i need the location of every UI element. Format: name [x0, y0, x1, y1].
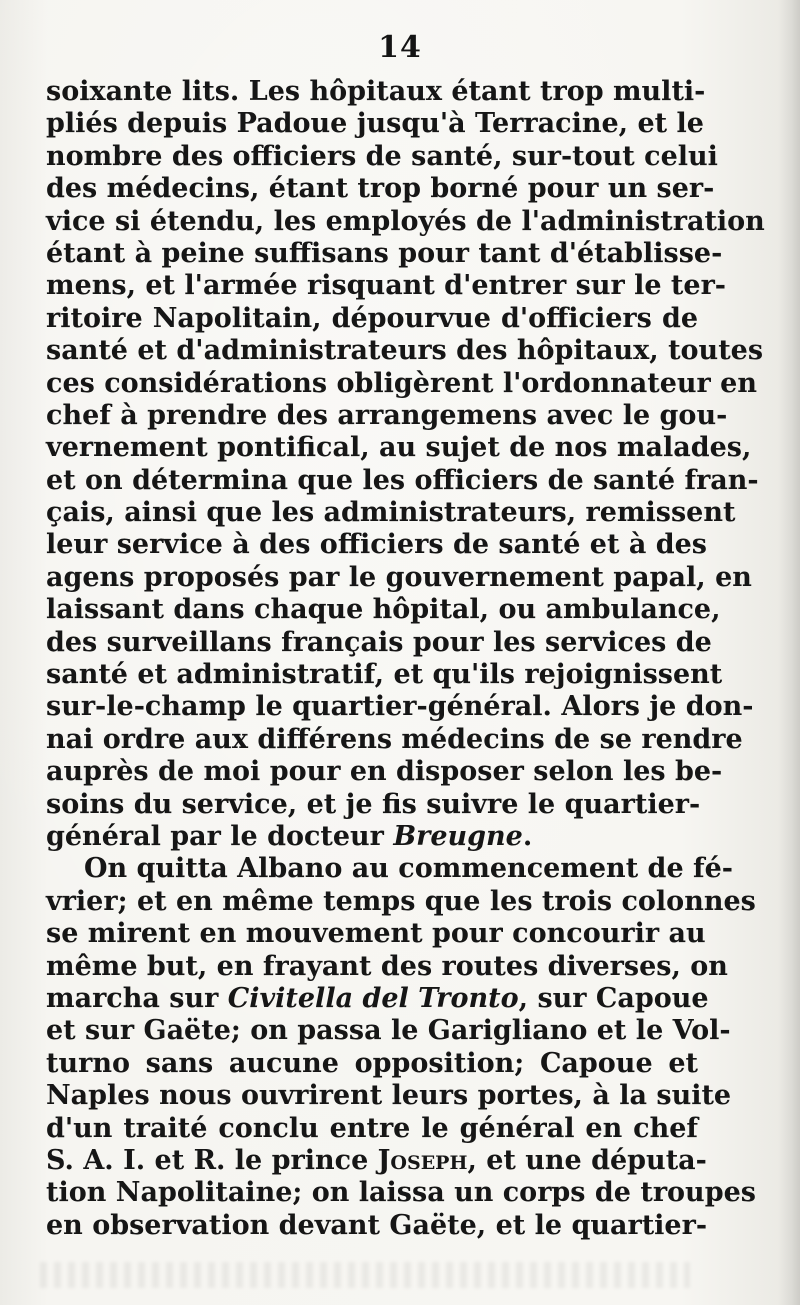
text-line [46, 1144, 707, 1177]
text-line: leur service à des officiers de santé et à des [46, 529, 707, 561]
page-edge-shadow [778, 0, 800, 1305]
text-line [46, 982, 709, 1015]
text-line: d'un traité conclu entre le général en chef [46, 1112, 698, 1144]
text-line: pliés depuis Padoue jusqu'à Terracine, et le [46, 108, 704, 140]
text-line: des médecins, étant trop borné pour un ser- [46, 173, 715, 205]
text-line: même but, en frayant des routes diverses, on [46, 950, 728, 982]
text-line: santé et administratif, et qu'ils rejoignissent [46, 659, 723, 691]
text-line: çais, ainsi que les administrateurs, remissent [46, 497, 736, 529]
text-line: vrier; et en même temps que les trois colonnes [46, 885, 756, 917]
text-line: nombre des officiers de santé, sur-tout celui [46, 140, 718, 172]
text-line: santé et d'administrateurs des hôpitaux, toutes [46, 335, 764, 367]
text-line: soixante lits. Les hôpitaux étant trop multi- [46, 76, 706, 107]
text-line: nai ordre aux différens médecins de se rendre [46, 723, 743, 755]
text-line: des surveillans français pour les services de [46, 626, 712, 658]
text-run: marcha sur [46, 982, 228, 1014]
text-line: en observation devant Gaëte, et le quartier- [46, 1209, 708, 1241]
body-text [46, 76, 765, 1242]
text-line: Naples nous ouvrirent leurs portes, à la suite [46, 1080, 732, 1112]
text-line: soins du service, et je fis suivre le quartier- [46, 788, 701, 820]
text-line: chef à prendre des arrangemens avec le gou- [46, 399, 728, 431]
person-name: Joseph [377, 1144, 468, 1176]
page-number: 14 [378, 30, 422, 65]
text-line: se mirent en mouvement pour concourir au [46, 918, 706, 950]
text-line: auprès de moi pour en disposer selon les be- [46, 756, 723, 788]
text-line: vernement pontifical, au sujet de nos malades, [46, 432, 752, 464]
text-line: agens proposés par le gouvernement papal, en [46, 561, 752, 593]
text-run: , sur Capoue [518, 982, 709, 1014]
text-line [46, 821, 698, 853]
text-run: . [522, 820, 533, 852]
text-line: laissant dans chaque hôpital, ou ambulance, [46, 594, 721, 626]
text-line: sur-le-champ le quartier-général. Alors je don- [46, 691, 754, 723]
text-line: vice si étendu, les employés de l'administration [46, 205, 765, 237]
paragraph-first-line: On quitta Albano au commencement de fé- [84, 853, 734, 885]
text-line: étant à peine suffisans pour tant d'établisse- [46, 237, 723, 269]
text-line: et on détermina que les officiers de santé fran- [46, 464, 759, 496]
text-line: tion Napolitaine; on laissa un corps de troupes [46, 1177, 756, 1209]
bleed-through-shadow [40, 1262, 690, 1288]
text-line: et sur Gaëte; on passa le Garigliano et le Vol- [46, 1015, 731, 1047]
text-run: , et une députa- [467, 1144, 707, 1176]
text-line: turno sans aucune opposition; Capoue et [46, 1047, 698, 1079]
text-run: S. A. I. et R. le prince [46, 1144, 378, 1176]
text-run: général par le docteur [46, 820, 394, 852]
text-line: ritoire Napolitain, dépourvue d'officiers de [46, 302, 698, 334]
place-name: Civitella del Tronto [227, 982, 519, 1014]
person-name: Breugne [393, 820, 523, 852]
text-line: mens, et l'armée risquant d'entrer sur le ter- [46, 270, 727, 302]
text-line: ces considérations obligèrent l'ordonnateur en [46, 367, 757, 399]
